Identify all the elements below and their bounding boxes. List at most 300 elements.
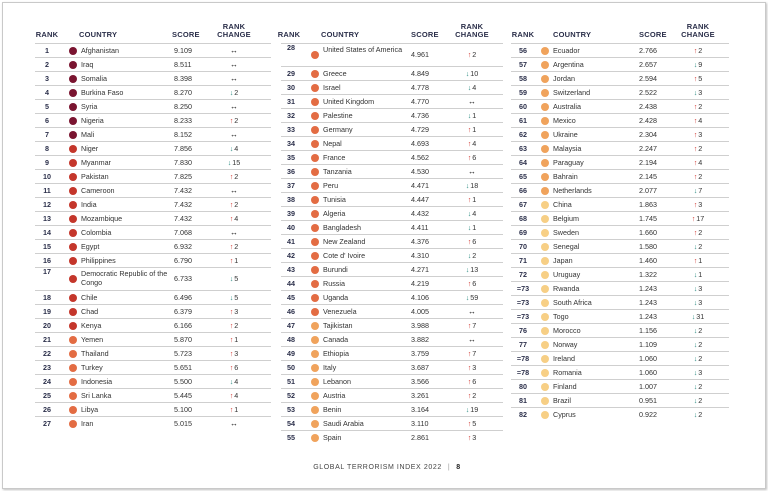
- table-row: [281, 276, 503, 290]
- country-cell: Australia: [553, 102, 581, 111]
- arrow-up-icon: ↑: [467, 195, 472, 204]
- rank-change-value: 2: [698, 228, 703, 237]
- rank-cell: 53: [287, 405, 295, 414]
- rank-change-cell: [451, 81, 493, 94]
- rank-change-value: 2: [698, 172, 703, 181]
- rank-change-cell: [451, 403, 493, 416]
- score-cell: 3.261: [411, 391, 429, 400]
- country-cell: China: [553, 200, 572, 209]
- rank-cell: 33: [287, 125, 295, 134]
- score-band-dot-icon: [311, 266, 319, 274]
- rank-change-value: 3: [698, 88, 703, 97]
- score-cell: 8.152: [174, 130, 192, 139]
- rank-change-cell: [213, 417, 255, 430]
- rank-cell: 35: [287, 153, 295, 162]
- country-cell: Morocco: [553, 326, 581, 335]
- table-row: [511, 197, 729, 211]
- country-cell: Ireland: [553, 354, 575, 363]
- rank-change-cell: [677, 394, 719, 407]
- rank-cell: 32: [287, 111, 295, 120]
- score-band-dot-icon: [541, 75, 549, 83]
- arrow-up-icon: ↑: [229, 256, 234, 265]
- score-band-dot-icon: [541, 145, 549, 153]
- score-band-dot-icon: [311, 280, 319, 288]
- rank-change-cell: [213, 212, 255, 225]
- rank-change-value: 5: [234, 293, 239, 302]
- rank-change-cell: [213, 198, 255, 211]
- arrow-up-icon: ↑: [693, 46, 698, 55]
- score-cell: 4.778: [411, 83, 429, 92]
- table-row: [35, 360, 271, 374]
- score-band-dot-icon: [311, 336, 319, 344]
- score-band-dot-icon: [541, 327, 549, 335]
- arrow-up-icon: ↑: [229, 335, 234, 344]
- rank-change-cell: [677, 366, 719, 379]
- table-row: [281, 416, 503, 430]
- country-cell: Ethiopia: [323, 349, 349, 358]
- country-cell: Yemen: [81, 335, 104, 344]
- arrow-down-icon: ↓: [465, 265, 470, 274]
- rank-cell: 11: [43, 186, 51, 195]
- rank-change-value: 1: [472, 125, 477, 134]
- country-cell: Togo: [553, 312, 569, 321]
- score-band-dot-icon: [311, 420, 319, 428]
- rank-cell: 50: [287, 363, 295, 372]
- score-band-dot-icon: [311, 168, 319, 176]
- rank-change-value: 4: [234, 391, 239, 400]
- arrow-down-icon: ↓: [227, 158, 232, 167]
- score-band-dot-icon: [541, 61, 549, 69]
- rank-change-value: 3: [234, 349, 239, 358]
- rank-change-cell: [451, 417, 493, 430]
- table-row: [35, 99, 271, 113]
- rank-change-cell: [213, 375, 255, 388]
- country-cell: Pakistan: [81, 172, 109, 181]
- rank-change-value: 1: [698, 270, 703, 279]
- table-row: [281, 136, 503, 150]
- rank-change-cell: [451, 333, 493, 346]
- rank-change-cell: [213, 170, 255, 183]
- rank-change-value: 4: [234, 377, 239, 386]
- country-cell: Jordan: [553, 74, 575, 83]
- score-band-dot-icon: [69, 187, 77, 195]
- country-cell: Syria: [81, 102, 98, 111]
- score-cell: 3.110: [411, 419, 429, 428]
- rank-change-cell: [213, 44, 255, 57]
- rank-change-value: 7: [472, 321, 477, 330]
- score-cell: 3.687: [411, 363, 429, 372]
- score-band-dot-icon: [69, 406, 77, 414]
- rank-change-cell: [213, 226, 255, 239]
- table-row: [511, 127, 729, 141]
- table-row: [35, 155, 271, 169]
- arrow-up-icon: ↑: [467, 377, 472, 386]
- score-band-dot-icon: [311, 98, 319, 106]
- no-change-icon: ↔: [230, 130, 238, 139]
- country-cell: Kenya: [81, 321, 102, 330]
- rank-change-value: 2: [698, 326, 703, 335]
- arrow-up-icon: ↑: [691, 214, 696, 223]
- rank-cell: 21: [43, 335, 51, 344]
- rank-change-value: 3: [472, 433, 477, 442]
- country-cell: Tunisia: [323, 195, 346, 204]
- table-row: [281, 178, 503, 192]
- country-cell: Burundi: [323, 265, 348, 274]
- score-band-dot-icon: [311, 51, 319, 59]
- country-cell: Greece: [323, 69, 347, 78]
- rank-cell: 68: [519, 214, 527, 223]
- score-cell: 4.693: [411, 139, 429, 148]
- arrow-down-icon: ↓: [467, 111, 472, 120]
- rank-cell: 71: [519, 256, 527, 265]
- rank-change-cell: [451, 179, 493, 192]
- arrow-up-icon: ↑: [229, 172, 234, 181]
- score-cell: 4.411: [411, 223, 429, 232]
- rank-cell: 43: [287, 265, 295, 274]
- rank-change-cell: [213, 333, 255, 346]
- score-cell: 1.580: [639, 242, 657, 251]
- score-band-dot-icon: [541, 229, 549, 237]
- score-cell: 2.247: [639, 144, 657, 153]
- table-row: [281, 374, 503, 388]
- arrow-down-icon: ↓: [229, 88, 234, 97]
- rank-cell: 62: [519, 130, 527, 139]
- score-band-dot-icon: [541, 47, 549, 55]
- table-row: [511, 365, 729, 379]
- rank-cell: 34: [287, 139, 295, 148]
- rank-change-value: 2: [472, 50, 477, 59]
- score-band-dot-icon: [69, 294, 77, 302]
- score-band-dot-icon: [541, 271, 549, 279]
- country-cell: Sri Lanka: [81, 391, 112, 400]
- score-band-dot-icon: [311, 224, 319, 232]
- score-cell: 1.109: [639, 340, 657, 349]
- score-band-dot-icon: [69, 145, 77, 153]
- country-cell: Mexico: [553, 116, 576, 125]
- score-band-dot-icon: [69, 61, 77, 69]
- score-band-dot-icon: [311, 182, 319, 190]
- rank-change-cell: [677, 296, 719, 309]
- rank-change-cell: [677, 310, 719, 323]
- rank-change-cell: [451, 165, 493, 178]
- rank-change-value: 2: [698, 144, 703, 153]
- arrow-up-icon: ↑: [467, 419, 472, 428]
- rank-cell: 30: [287, 83, 295, 92]
- no-change-icon: ↔: [230, 228, 238, 237]
- table-row: [281, 220, 503, 234]
- rank-change-cell: [451, 277, 493, 290]
- score-band-dot-icon: [311, 112, 319, 120]
- arrow-up-icon: ↑: [229, 116, 234, 125]
- score-band-dot-icon: [541, 341, 549, 349]
- rank-change-value: 5: [472, 419, 477, 428]
- score-band-dot-icon: [69, 229, 77, 237]
- table-rows: [281, 43, 503, 444]
- score-cell: 2.861: [411, 433, 429, 442]
- arrow-up-icon: ↑: [229, 405, 234, 414]
- arrow-up-icon: ↑: [467, 433, 472, 442]
- country-cell: Peru: [323, 181, 339, 190]
- table-row: [511, 113, 729, 127]
- table-row: [281, 122, 503, 136]
- rank-change-cell: [451, 389, 493, 402]
- table-row: [281, 360, 503, 374]
- score-cell: 3.988: [411, 321, 429, 330]
- header-rank-change: RANK CHANGE: [455, 22, 489, 39]
- score-band-dot-icon: [311, 196, 319, 204]
- arrow-down-icon: ↓: [693, 298, 698, 307]
- score-band-dot-icon: [69, 215, 77, 223]
- rank-change-value: 9: [698, 60, 703, 69]
- table-row: [35, 225, 271, 239]
- score-cell: 6.166: [174, 321, 192, 330]
- country-cell: Argentina: [553, 60, 584, 69]
- score-cell: 5.500: [174, 377, 192, 386]
- rank-change-value: 2: [698, 242, 703, 251]
- column-header: [35, 19, 271, 43]
- score-band-dot-icon: [541, 411, 549, 419]
- table-row: [511, 337, 729, 351]
- table-row: [35, 57, 271, 71]
- country-cell: Indonesia: [81, 377, 113, 386]
- arrow-up-icon: ↑: [693, 144, 698, 153]
- rank-change-cell: [677, 72, 719, 85]
- table-row: [281, 388, 503, 402]
- table-row: [511, 211, 729, 225]
- rank-change-cell: [213, 268, 255, 290]
- header-country: COUNTRY: [79, 30, 118, 39]
- score-band-dot-icon: [69, 159, 77, 167]
- arrow-down-icon: ↓: [693, 410, 698, 419]
- rank-change-value: 31: [696, 312, 705, 321]
- rank-change-cell: [677, 380, 719, 393]
- rank-change-cell: [213, 72, 255, 85]
- score-cell: 7.068: [174, 228, 192, 237]
- score-cell: 4.961: [411, 50, 429, 59]
- arrow-down-icon: ↓: [693, 88, 698, 97]
- score-cell: 8.233: [174, 116, 192, 125]
- rank-cell: 44: [287, 279, 295, 288]
- rank-change-cell: [451, 123, 493, 136]
- country-cell: Italy: [323, 363, 337, 372]
- score-band-dot-icon: [311, 294, 319, 302]
- score-band-dot-icon: [311, 70, 319, 78]
- arrow-up-icon: ↑: [229, 214, 234, 223]
- score-cell: 1.243: [639, 298, 657, 307]
- rank-cell: =73: [516, 298, 530, 307]
- score-cell: 5.015: [174, 419, 192, 428]
- rank-change-value: 3: [698, 368, 703, 377]
- rank-cell: 47: [287, 321, 295, 330]
- table-row: [281, 206, 503, 220]
- arrow-down-icon: ↓: [465, 293, 470, 302]
- rank-cell: 49: [287, 349, 295, 358]
- arrow-up-icon: ↑: [693, 256, 698, 265]
- score-cell: 1.745: [639, 214, 657, 223]
- country-cell: Lebanon: [323, 377, 351, 386]
- no-change-icon: ↔: [230, 102, 238, 111]
- score-band-dot-icon: [69, 243, 77, 251]
- table-row: [35, 239, 271, 253]
- arrow-up-icon: ↑: [229, 349, 234, 358]
- rank-change-value: 5: [698, 74, 703, 83]
- arrow-down-icon: ↓: [693, 60, 698, 69]
- rank-change-value: 2: [234, 88, 239, 97]
- rank-cell: 10: [43, 172, 51, 181]
- rank-change-cell: [213, 58, 255, 71]
- header-rank: RANK: [277, 30, 301, 39]
- rank-cell: 31: [287, 97, 295, 106]
- rank-cell: 2: [45, 60, 49, 69]
- score-band-dot-icon: [541, 355, 549, 363]
- rank-change-cell: [451, 235, 493, 248]
- score-band-dot-icon: [311, 154, 319, 162]
- rank-change-cell: [213, 347, 255, 360]
- rank-cell: 6: [45, 116, 49, 125]
- arrow-up-icon: ↑: [693, 172, 698, 181]
- score-cell: 2.145: [639, 172, 657, 181]
- no-change-icon: ↔: [230, 60, 238, 69]
- rank-change-value: 4: [234, 144, 239, 153]
- table-row: [281, 43, 503, 66]
- country-cell: Democratic Republic of the Congo: [81, 269, 168, 287]
- country-cell: Cameroon: [81, 186, 115, 195]
- rank-change-cell: [213, 403, 255, 416]
- rank-change-value: 2: [698, 410, 703, 419]
- rank-cell: 42: [287, 251, 295, 260]
- country-cell: Bangladesh: [323, 223, 361, 232]
- rank-change-cell: [213, 128, 255, 141]
- rank-cell: 66: [519, 186, 527, 195]
- country-cell: Colombia: [81, 228, 112, 237]
- rank-cell: 5: [45, 102, 49, 111]
- rank-change-cell: [213, 254, 255, 267]
- rank-change-cell: [451, 263, 493, 276]
- rank-cell: 16: [43, 256, 51, 265]
- rank-cell: 37: [287, 181, 295, 190]
- rank-cell: 51: [287, 377, 295, 386]
- rank-change-value: 6: [472, 279, 477, 288]
- score-band-dot-icon: [311, 238, 319, 246]
- table-row: [281, 304, 503, 318]
- table-row: [511, 57, 729, 71]
- no-change-icon: ↔: [468, 167, 476, 176]
- no-change-icon: ↔: [468, 97, 476, 106]
- rank-cell: 55: [287, 433, 295, 442]
- rank-change-cell: [451, 207, 493, 220]
- table-row: [511, 155, 729, 169]
- rank-change-cell: [213, 100, 255, 113]
- rank-change-cell: [213, 184, 255, 197]
- rank-change-value: 2: [698, 102, 703, 111]
- rank-change-cell: [213, 291, 255, 304]
- rank-change-value: 6: [472, 377, 477, 386]
- arrow-up-icon: ↑: [229, 391, 234, 400]
- rank-change-value: 3: [234, 307, 239, 316]
- rank-change-value: 4: [234, 214, 239, 223]
- rank-cell: 39: [287, 209, 295, 218]
- arrow-up-icon: ↑: [467, 321, 472, 330]
- rank-change-cell: [213, 86, 255, 99]
- country-cell: Myanmar: [81, 158, 111, 167]
- score-band-dot-icon: [541, 173, 549, 181]
- table-row: [35, 71, 271, 85]
- country-cell: Iran: [81, 419, 94, 428]
- score-band-dot-icon: [311, 434, 319, 442]
- rank-change-cell: [451, 44, 493, 66]
- score-band-dot-icon: [69, 47, 77, 55]
- score-band-dot-icon: [311, 126, 319, 134]
- rank-change-cell: [451, 67, 493, 80]
- score-cell: 2.428: [639, 116, 657, 125]
- rank-cell: 26: [43, 405, 51, 414]
- table-row: [35, 290, 271, 304]
- country-cell: Spain: [323, 433, 342, 442]
- score-band-dot-icon: [541, 369, 549, 377]
- rank-cell: 76: [519, 326, 527, 335]
- score-cell: 4.770: [411, 97, 429, 106]
- rank-change-cell: [677, 142, 719, 155]
- score-cell: 0.951: [639, 396, 657, 405]
- score-cell: 2.438: [639, 102, 657, 111]
- score-band-dot-icon: [311, 140, 319, 148]
- score-cell: 4.530: [411, 167, 429, 176]
- country-cell: Tanzania: [323, 167, 352, 176]
- score-band-dot-icon: [541, 285, 549, 293]
- table-row: [281, 80, 503, 94]
- score-cell: 7.432: [174, 214, 192, 223]
- rank-change-value: 3: [698, 130, 703, 139]
- arrow-down-icon: ↓: [229, 377, 234, 386]
- table-row: [35, 141, 271, 155]
- score-band-dot-icon: [311, 378, 319, 386]
- score-band-dot-icon: [69, 117, 77, 125]
- country-cell: Venezuela: [323, 307, 357, 316]
- page-frame: [2, 2, 766, 489]
- rank-cell: 72: [519, 270, 527, 279]
- ranking-column-3: [511, 19, 729, 421]
- table-row: [281, 150, 503, 164]
- header-rank-change: RANK CHANGE: [681, 22, 715, 39]
- rank-cell: 58: [519, 74, 527, 83]
- score-band-dot-icon: [541, 131, 549, 139]
- table-row: [281, 332, 503, 346]
- rank-change-value: 5: [234, 274, 239, 283]
- country-cell: Germany: [323, 125, 353, 134]
- rank-cell: 56: [519, 46, 527, 55]
- rank-cell: 40: [287, 223, 295, 232]
- rank-cell: 27: [43, 419, 51, 428]
- table-row: [281, 192, 503, 206]
- arrow-down-icon: ↓: [693, 326, 698, 335]
- arrow-up-icon: ↑: [229, 321, 234, 330]
- table-row: [35, 211, 271, 225]
- table-row: [511, 351, 729, 365]
- no-change-icon: ↔: [230, 74, 238, 83]
- header-score: SCORE: [172, 30, 200, 39]
- country-cell: Chad: [81, 307, 99, 316]
- rank-cell: 7: [45, 130, 49, 139]
- score-band-dot-icon: [69, 350, 77, 358]
- score-cell: 1.060: [639, 354, 657, 363]
- rank-cell: 18: [43, 293, 51, 302]
- rank-cell: 46: [287, 307, 295, 316]
- country-cell: Algeria: [323, 209, 346, 218]
- country-cell: Paraguay: [553, 158, 584, 167]
- country-cell: Canada: [323, 335, 349, 344]
- table-row: [35, 318, 271, 332]
- no-change-icon: ↔: [230, 186, 238, 195]
